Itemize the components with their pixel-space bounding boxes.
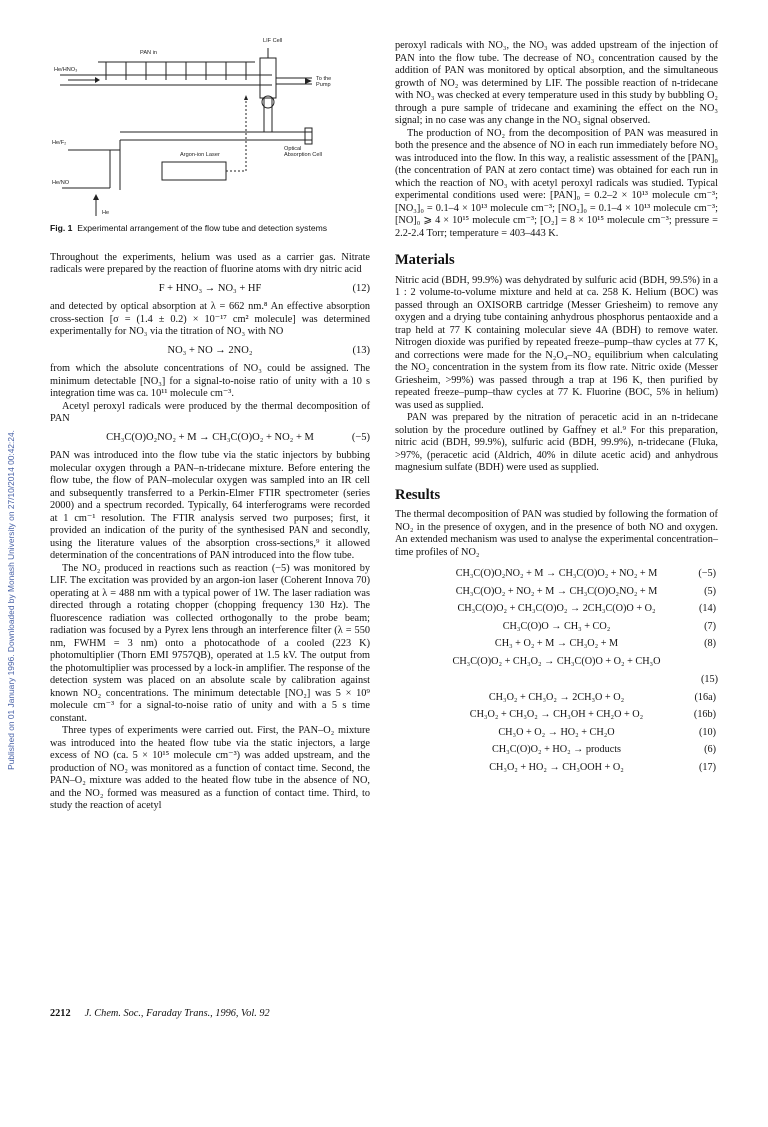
equation-text: CH₃C(O)O₂NO₂ + M → CH₃C(O)O₂ + NO₂ + M bbox=[106, 431, 314, 443]
reaction-number: (7) bbox=[704, 620, 716, 632]
paragraph: The production of NO₂ from the decomposition of PAN was measured in both the presence and the absence of NO in each run immediately before NO₃ was introduced into the flow. In this way, a realistic assessment of the [PAN]₀ (the concentration of PAN at zero contact time) was obtained for each run in which the reaction of NO₃ with acetyl peroxyl radicals was studied. Typical experimental conditions used were: [PAN]₀ = 0.2–2 × 10¹³ molecule cm⁻³; [NO₃]₀ = 0.1–4 × 10¹³ molecule cm⁻³; [NO₂]₀ = 0.1–4 × 10¹³ molecule cm⁻³; [NO]₀ ⩾ 4 × 10¹⁵ molecule cm⁻³; [O₂] = 8 × 10¹⁵ molecule cm⁻³; pressure = 2.2-2.4 Torr; temperature = 403–443 K. bbox=[395, 127, 718, 239]
reaction-15 bbox=[395, 656, 718, 687]
paragraph: Throughout the experiments, helium was used as a carrier gas. Nitrate radicals were prepared by the reaction of fluorine atoms with dry nitric acid bbox=[50, 251, 370, 275]
equation-minus-5 bbox=[50, 432, 370, 445]
equation-12 bbox=[50, 283, 370, 296]
label-pan-in: PAN in bbox=[140, 50, 157, 56]
label-he: He bbox=[102, 210, 110, 216]
reaction-7 bbox=[395, 621, 718, 634]
publication-note bbox=[4, 150, 18, 1050]
reaction-number: (10) bbox=[699, 726, 716, 738]
figure-caption-text: Experimental arrangement of the flow tube and detection systems bbox=[77, 223, 328, 233]
reaction-number: (15) bbox=[701, 674, 718, 685]
reaction-number: (6) bbox=[704, 744, 716, 755]
reaction-minus-5 bbox=[395, 568, 718, 581]
figure-caption bbox=[50, 223, 370, 234]
figure-1 bbox=[50, 40, 370, 220]
reaction-10 bbox=[395, 727, 718, 740]
reaction-text: CH₃C(O)O → CH₃ + CO₂ bbox=[502, 620, 611, 632]
reaction-text: CH₃O + O₂ → HO₂ + CH₂O bbox=[498, 726, 615, 738]
paragraph: from which the absolute concentrations of NO₃ could be assigned. The minimum detectable [NO₃] for a signal-to-noise ratio of unity with a 10 s integration time was ca. 10¹¹ molecule cm⁻³. bbox=[50, 363, 370, 399]
reaction-14 bbox=[395, 603, 718, 616]
reaction-16a bbox=[395, 692, 718, 705]
label-he-hno3: He/HNO₃ bbox=[54, 67, 78, 73]
reaction-text: CH₃C(O)O₂NO₂ + M → CH₃C(O)O₂ + NO₂ + M bbox=[455, 568, 658, 579]
label-to-pump: To the Pump bbox=[316, 76, 332, 88]
reaction-number: (−5) bbox=[698, 568, 716, 579]
publication-note-text: Published on 01 January 1996. Downloaded by Monash University on 27/10/2014 00:42:24. bbox=[6, 430, 16, 770]
reaction-text: CH₃C(O)O₂ + CH₃C(O)O₂ → 2CH₃C(O)O + O₂ bbox=[457, 603, 656, 614]
section-heading-results: Results bbox=[395, 486, 441, 503]
reaction-text: CH₃O₂ + CH₃O₂ → 2CH₃O + O₂ bbox=[488, 691, 625, 703]
reaction-text: CH₃C(O)O₂ + HO₂ → products bbox=[491, 744, 622, 755]
paragraph: The thermal decomposition of PAN was studied by following the formation of NO₂ in the presence of oxygen, and in the presence of both NO and oxygen. An extended mechanism was used to analyse the experimental concentration–time profiles of NO₂ bbox=[395, 509, 718, 558]
reaction-text: CH₃C(O)O₂ + CH₃O₂ → CH₃C(O)O + O₂ + CH₃O bbox=[452, 655, 661, 667]
paragraph: PAN was prepared by the nitration of peracetic acid in an n-tridecane solution by the procedure outlined by Gaffney et al.⁹ For this preparation, nitric acid (BDH, 99.9%), sulfuric acid (BDH, 99.9%), n-tridecane (Fluka, >97%, (peracetic acid (Aldrich, 40% in dilute acetic acid) and anhydrous magnesium sulfate (BDH) were used as supplied. bbox=[395, 412, 718, 473]
reaction-number: (8) bbox=[704, 638, 716, 649]
equation-number: (−5) bbox=[351, 431, 370, 443]
reaction-text: CH₃O₂ + HO₂ → CH₃OOH + O₂ bbox=[489, 761, 624, 773]
label-he-f2: He/F₂ bbox=[52, 140, 67, 146]
reaction-text: CH₃ + O₂ + M → CH₃O₂ + M bbox=[494, 638, 619, 649]
left-column bbox=[50, 40, 370, 813]
journal-citation: J. Chem. Soc., Faraday Trans., 1996, Vol. 92 bbox=[84, 1008, 270, 1019]
paragraph: Acetyl peroxyl radicals were produced by the thermal decomposition of PAN bbox=[50, 400, 370, 424]
section-heading-materials: Materials bbox=[395, 252, 455, 268]
reaction-number: (17) bbox=[699, 761, 716, 773]
paragraph: and detected by optical absorption at λ = 662 nm.⁸ An effective absorption cross-section [σ = (1.4 ± 0.2) × 10⁻¹⁷ cm² molecule] was determined experimentally for NO₃ via the titration of NO₃ with NO bbox=[50, 301, 370, 337]
label-optical-absorption-cell: Optical Absorption Cell bbox=[284, 146, 322, 158]
figure-caption-label: Fig. 1 bbox=[50, 223, 73, 233]
equation-number: (12) bbox=[352, 282, 370, 294]
right-column bbox=[395, 40, 718, 779]
reaction-text: CH₃O₂ + CH₃O₂ → CH₃OH + CH₂O + O₂ bbox=[469, 709, 644, 720]
reaction-number: (5) bbox=[704, 585, 716, 597]
reaction-number: (16b) bbox=[693, 709, 716, 720]
equation-text: NO₃ + NO → 2NO₂ bbox=[167, 344, 253, 356]
reaction-number: (16a) bbox=[694, 691, 716, 703]
page-number: 2212 bbox=[50, 1008, 71, 1019]
equation-number: (13) bbox=[352, 344, 370, 356]
reaction-5 bbox=[395, 586, 718, 599]
reaction-6 bbox=[395, 744, 718, 757]
reaction-17 bbox=[395, 762, 718, 775]
reaction-16b bbox=[395, 709, 718, 722]
equation-text: F + HNO₃ → NO₃ + HF bbox=[158, 282, 262, 294]
paragraph: Three types of experiments were carried out. First, the PAN–O₂ mixture was introduced into the heated flow tube via the static injectors, a large excess of NO (ca. 5 × 10¹⁵ molecule cm⁻³) was added upstream, and the production of NO₂ was monitored as a function of contact time. Second, the PAN–O₂ mixture was added to the heated flow tube in the absence of NO, and the NO₂ formed was measured as a function of contact time. Third, to study the reaction of acetyl bbox=[50, 725, 370, 811]
reaction-8 bbox=[395, 638, 718, 651]
equation-13 bbox=[50, 345, 370, 358]
page-footer bbox=[50, 1008, 270, 1019]
label-lif-cell: LIF Cell bbox=[263, 38, 283, 44]
flow-tube-diagram bbox=[50, 40, 370, 220]
reaction-text: CH₃C(O)O₂ + NO₂ + M → CH₃C(O)O₂NO₂ + M bbox=[455, 585, 658, 597]
label-he-no: He/NO bbox=[52, 180, 70, 186]
paragraph: Nitric acid (BDH, 99.9%) was dehydrated by sulfuric acid (BDH, 99.5%) in a 1 : 2 volume-to-volume mixture and held at ca. 258 K. Helium (BOC) was passed through an OXISORB cartridge (Messer Griesheim) to remove any oxygen and a drying tube containing anhydrous phosphorus pentaoxide and a trap held at 77 K containing molecular sieve 4A (BDH) to remove water. Nitrogen dioxide was purified by repeated freeze–pump–thaw cycles at 77 K, and corrections were made for the N₂O₄–NO₂ equilibrium when calculating the NO₂ concentration in the system from its flow rate. Nitric oxide (Messer Griesheim, >99%) was passed through a trap at 196 K, then purified by repeated freeze–pump–thaw cycles at 77 K. Fluorine (BOC, 5% in helium) was used as supplied. bbox=[395, 274, 718, 411]
paragraph: PAN was introduced into the flow tube via the static injectors by bubbing molecular oxygen through a PAN–n-tridecane mixture. Before entering the flow tube, the flow of PAN–molecular oxygen was sampled into an IR cell and subsequently transferred to a Perkin-Elmer FTIR spectrometer (series 2000) and a spectrum recorded. Typically, 64 interferograms were recorded at 1 cm⁻¹ resolution. The FTIR analysis served two purposes; first, it provided an indication of the purity of the synthesised PAN and secondly, using the literature values of the absorption cross-sections,⁹ it allowed determination of the concentrations of PAN introduced into the flow tube. bbox=[50, 450, 370, 561]
paragraph: The NO₂ produced in reactions such as reaction (−5) was monitored by LIF. The excitation was provided by an argon-ion laser (Coherent Innova 70) operating at λ = 488 nm with a typical power of 1W. The laser radiation was directed through a rotating chopper (chopping frequency 130 Hz). The fluorescence radiation was collected orthogonally to the probe beam; radiation was focused by a Pyrex lens through an interference filter (λ = 550 nm, FWHM = 3 nm) onto a photocathode of a cooled (223 K) photomultiplier (Thorn EMI 9757QB), operated at 1.5 kV. The output from the photomultiplier was processed by a lock-in amplifier. The response of the detection system was placed on an absolute scale by calibration against known NO₂ concentrations. The minimum detectable [NO₂] was 5 × 10⁹ molecule cm⁻³ for a signal-to-noise ratio of unity and with a 5 s time constant. bbox=[50, 562, 370, 724]
reaction-number: (14) bbox=[699, 603, 716, 614]
paragraph: peroxyl radicals with NO₃, the NO₃ was added upstream of the injection of PAN into the flow tube. The decrease of NO₃ concentration caused by the addition of PAN was monitored by optical absorption, and the simultaneous growth of NO₂ was determined by LIF. The possible reaction of n-tridecane with NO₃ was checked at every temperature used in this study by bubbling O₂ through a pure sample of tridecane and examining the effect on the NO₃ signal; in no case was any change in the NO₃ signal observed. bbox=[395, 40, 718, 126]
label-argon-ion-laser: Argon-ion Laser bbox=[180, 152, 220, 158]
